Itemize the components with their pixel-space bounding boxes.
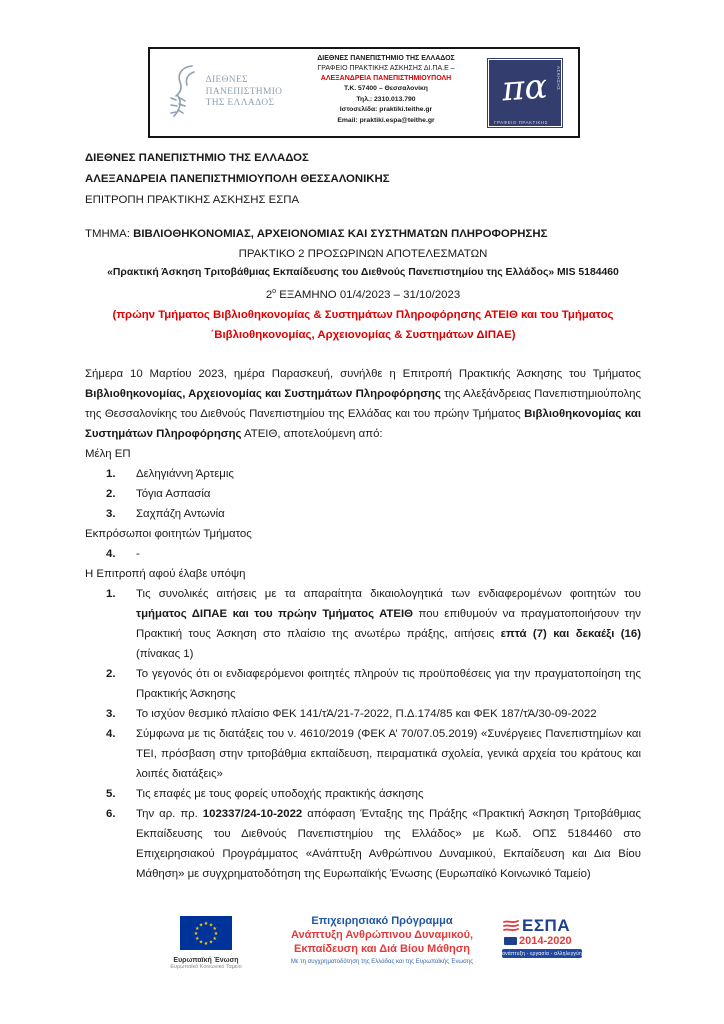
espa-tagline: ανάπτυξη - εργασία - αλληλεγγύη [502, 950, 583, 957]
item-number: 6. [106, 807, 116, 820]
member-name: Τόγια Ασπασία [136, 487, 211, 500]
eu-union-label: Ευρωπαϊκή Ένωση [173, 957, 239, 964]
members-label: Μέλη ΕΠ [85, 447, 131, 460]
espa-mini-flag-icon [504, 937, 517, 945]
programme-title: Επιχειρησιακό Πρόγραμμα [311, 915, 453, 927]
item-text: Τις συνολικές αιτήσεις με τα απαραίτητα δικαιολογητικά των ενδιαφερομένων φοιτητών του τμήματος ΔΙΠΑΕ και του πρώην Τμήματος ΑΤΕΙΘ που επιθυμούν να πραγματοποιήσουν την Πρακτική τους Άσκηση στο πλαίσιο της ανωτέρω πράξης, αιτήσεις επτά (7) και δεκαέξι (16) (πίνακας 1) [136, 587, 641, 660]
university-logo-text [206, 75, 283, 110]
espa-years: 2014-2020 [519, 935, 572, 947]
operational-programme-block [263, 912, 501, 965]
member-item [85, 484, 641, 504]
department-line: ΤΜΗΜΑ: ΒΙΒΛΙΟΘΗΚΟΝΟΜΙΑΣ, ΑΡΧΕΙΟΝΟΜΙΑΣ ΚΑΙ ΣΥΣΤΗΜΑΤΩΝ ΠΛΗΡΟΦΟΡΗΣΗΣ [85, 228, 548, 240]
university-logo [150, 49, 300, 136]
former-departments-note [85, 305, 641, 346]
letterhead-university-name: ΔΙΕΘΝΕΣ ΠΑΝΕΠΙΣΤΗΜΙΟ ΤΗΣ ΕΛΛΑΔΟΣ [317, 55, 455, 62]
consideration-item [85, 664, 641, 704]
member-number: 2. [106, 487, 116, 500]
member-item [85, 464, 641, 484]
student-reps-label: Εκπρόσωποι φοιτητών Τμήματος [85, 527, 252, 540]
heading-committee: ΕΠΙΤΡΟΠΗ ΠΡΑΚΤΙΚΗΣ ΑΣΚΗΣΗΣ ΕΣΠΑ [85, 194, 300, 206]
espa-logo [502, 912, 582, 958]
programme-name-line-2: Εκπαίδευση και Διά Βίου Μάθηση [293, 943, 471, 955]
heading-block [85, 148, 641, 211]
svg-text:★: ★ [195, 936, 200, 942]
letterhead-postal: Τ.Κ. 57400 – Θεσσαλονίκη [344, 85, 428, 92]
considering-label: Η Επιτροπή αφού έλαβε υπόψη [85, 567, 246, 580]
consideration-item [85, 724, 641, 784]
programme-name-line-1: Ανάπτυξη Ανθρώπινου Δυναμικού, [290, 929, 474, 941]
svg-text:★: ★ [203, 941, 209, 947]
item-text: Την αρ. πρ. 102337/24-10-2022 απόφαση Ένταξης της Πράξης «Πρακτική Άσκηση Τριτοβάθμιας Εκπαίδευσης του Διεθνούς Πανεπιστημίου της Ελλάδος» με Κωδ. ΟΠΣ 5184460 στο Επιχειρησιακού Προγράμματος «Ανάπτυξη Ανθρώπινου Δυναμικού, Εκπαίδευση και Δια Βίου Μάθηση» με συγχρηματοδότηση της Ευρωπαϊκής Ένωσης (Ευρωπαϊκό Κοινωνικό Ταμείο) [136, 807, 642, 880]
letterhead-office-name: ΓΡΑΦΕΙΟ ΠΡΑΚΤΙΚΗΣ ΑΣΚΗΣΗΣ ΔΙ.ΠΑ.Ε – [317, 65, 455, 72]
heading-university: ΔΙΕΘΝΕΣ ΠΑΝΕΠΙΣΤΗΜΙΟ ΤΗΣ ΕΛΛΑΔΟΣ [85, 152, 309, 164]
svg-text:★: ★ [198, 939, 204, 946]
consideration-item [85, 784, 641, 804]
former-departments-line-2: ΄Βιβλιοθηκονομίας, Αρχειονομίας & Συστημάτων ΔΙΠΑΕ) [210, 329, 516, 342]
letterhead-phone: Τηλ.: 2310.013.790 [356, 95, 416, 103]
item-number: 1. [106, 587, 116, 600]
document-content [85, 148, 641, 884]
praktiki-logo [487, 58, 563, 128]
letterhead-box [148, 47, 580, 138]
consideration-item [85, 804, 641, 884]
heading-campus: ΑΛΕΞΑΝΔΡΕΙΑ ΠΑΝΕΠΙΣΤΗΜΙΟΥΠΟΛΗ ΘΕΣΣΑΛΟΝΙΚΗΣ [85, 173, 390, 185]
item-text: Το ισχύον θεσμικό πλαίσιο ΦΕΚ 141/τΆ/21-7-2022, Π.Δ.174/85 και ΦΕΚ 187/τΆ/30-09-2022 [136, 707, 597, 720]
logo-line-2: ΠΑΝΕΠΙΣΤΗΜΙΟ [205, 86, 283, 97]
eu-fund-label: Ευρωπαϊκό Κοινωνικό Ταμείο [170, 964, 242, 970]
logo-line-1: ΔΙΕΘΝΕΣ [205, 75, 248, 86]
member-number: 4. [106, 547, 116, 560]
member-name: - [136, 547, 140, 560]
consideration-item [85, 584, 641, 664]
espa-name: ΕΣΠΑ [522, 916, 571, 935]
item-number: 2. [106, 667, 116, 680]
member-name: Σαχπάζη Αντωνία [136, 507, 225, 520]
letterhead-website: Ιστοσελίδα: praktiki.teithe.gr [339, 106, 433, 113]
pa-glyph-icon: πα [501, 65, 549, 110]
member-number: 3. [106, 507, 116, 520]
svg-text:★: ★ [203, 921, 209, 927]
svg-text:★: ★ [212, 936, 217, 942]
svg-text:★: ★ [208, 922, 214, 929]
former-departments-line-1: (πρώην Τμήματος Βιβλιοθηκονομίας & Συστημάτων Πληροφόρησης ΑΤΕΙΘ και του Τμήματος [112, 308, 614, 321]
svg-text:★: ★ [195, 926, 200, 932]
letterhead-campus-name: ΑΛΕΞΑΝΔΡΕΙΑ ΠΑΝΕΠΙΣΤΗΜΙΟΥΠΟΛΗ [320, 75, 452, 82]
university-emblem-icon [168, 62, 202, 124]
svg-text:★: ★ [193, 931, 199, 937]
member-item [85, 544, 641, 564]
svg-text:★: ★ [212, 926, 217, 932]
item-number: 4. [106, 727, 116, 740]
praktiki-logo-caption: ΓΡΑΦΕΙΟ ΠΡΑΚΤΙΚΗΣ [493, 119, 549, 125]
item-number: 3. [106, 707, 116, 720]
praktiki-logo-cell [472, 49, 578, 136]
letterhead-email: Email: praktiki.espa@teithe.gr [337, 116, 435, 124]
logo-line-3: ΤΗΣ ΕΛΛΑΔΟΣ [205, 98, 275, 109]
praktiko-title: ΠΡΑΚΤΙΚΟ 2 ΠΡΟΣΩΡΙΝΩΝ ΑΠΟΤΕΛΕΣΜΑΤΩΝ [238, 248, 488, 260]
svg-text:★: ★ [208, 939, 214, 946]
funding-footer [150, 912, 582, 970]
praktiki-logo-side-label: ΑΣΚΗΣΗΣ [556, 65, 561, 90]
member-item [85, 504, 641, 524]
svg-text:★: ★ [213, 931, 219, 937]
item-text: Τις επαφές με τους φορείς υποδοχής πρακτικής άσκησης [136, 787, 424, 800]
item-number: 5. [106, 787, 116, 800]
member-name: Δεληγιάννη Άρτεμις [136, 467, 234, 480]
cofinancing-note: Με τη συγχρηματοδότηση της Ελλάδας και της Ευρωπαϊκής Ένωσης [290, 959, 474, 965]
item-text: Σύμφωνα με τις διατάξεις του ν. 4610/2019 (ΦΕΚ Α’ 70/07.05.2019) «Συνέργειες Πανεπιστημίων και ΤΕΙ, πρόσβαση στην τριτοβάθμια εκπαίδευση, πειραματικά σχολεία, γενικά αρχεία του κράτους και λοιπές διατάξεις» [136, 727, 641, 780]
item-text: Το γεγονός ότι οι ενδιαφερόμενοι φοιτητές πληρούν τις προϋποθέσεις για την πραγματοποίηση της Πρακτικής Άσκησης [136, 667, 641, 700]
letterhead-contact-block [300, 49, 472, 136]
intro-paragraph: Σήμερα 10 Μαρτίου 2023, ημέρα Παρασκευή, συνήλθε η Επιτροπή Πρακτικής Άσκησης του Τμήματος Βιβλιοθηκονομίας, Αρχειονομίας και Συστημάτων Πληροφόρησης της Αλεξάνδρειας Πανεπιστημιούπολης της Θεσσαλονίκης του Διεθνούς Πανεπιστημίου της Ελλάδας και του πρώην Τμήματος Βιβλιοθηκονομίας και Συστημάτων Πληροφόρησης ΑΤΕΙΘ, αποτελούμενη από: [85, 367, 641, 440]
svg-text:★: ★ [198, 922, 204, 929]
semester-line: $2^o$ ΕΞΑΜΗΝΟ 01/4/2023 – 31/10/2023 [265, 288, 461, 301]
espa-waves-icon [502, 919, 520, 933]
eu-block [150, 912, 262, 970]
eu-flag-icon [180, 916, 232, 950]
consideration-item [85, 704, 641, 724]
member-number: 1. [106, 467, 116, 480]
mis-title: «Πρακτική Άσκηση Τριτοβάθμιας Εκπαίδευσης του Διεθνούς Πανεπιστημίου της Ελλάδος» MIS 5184460 [107, 267, 619, 278]
